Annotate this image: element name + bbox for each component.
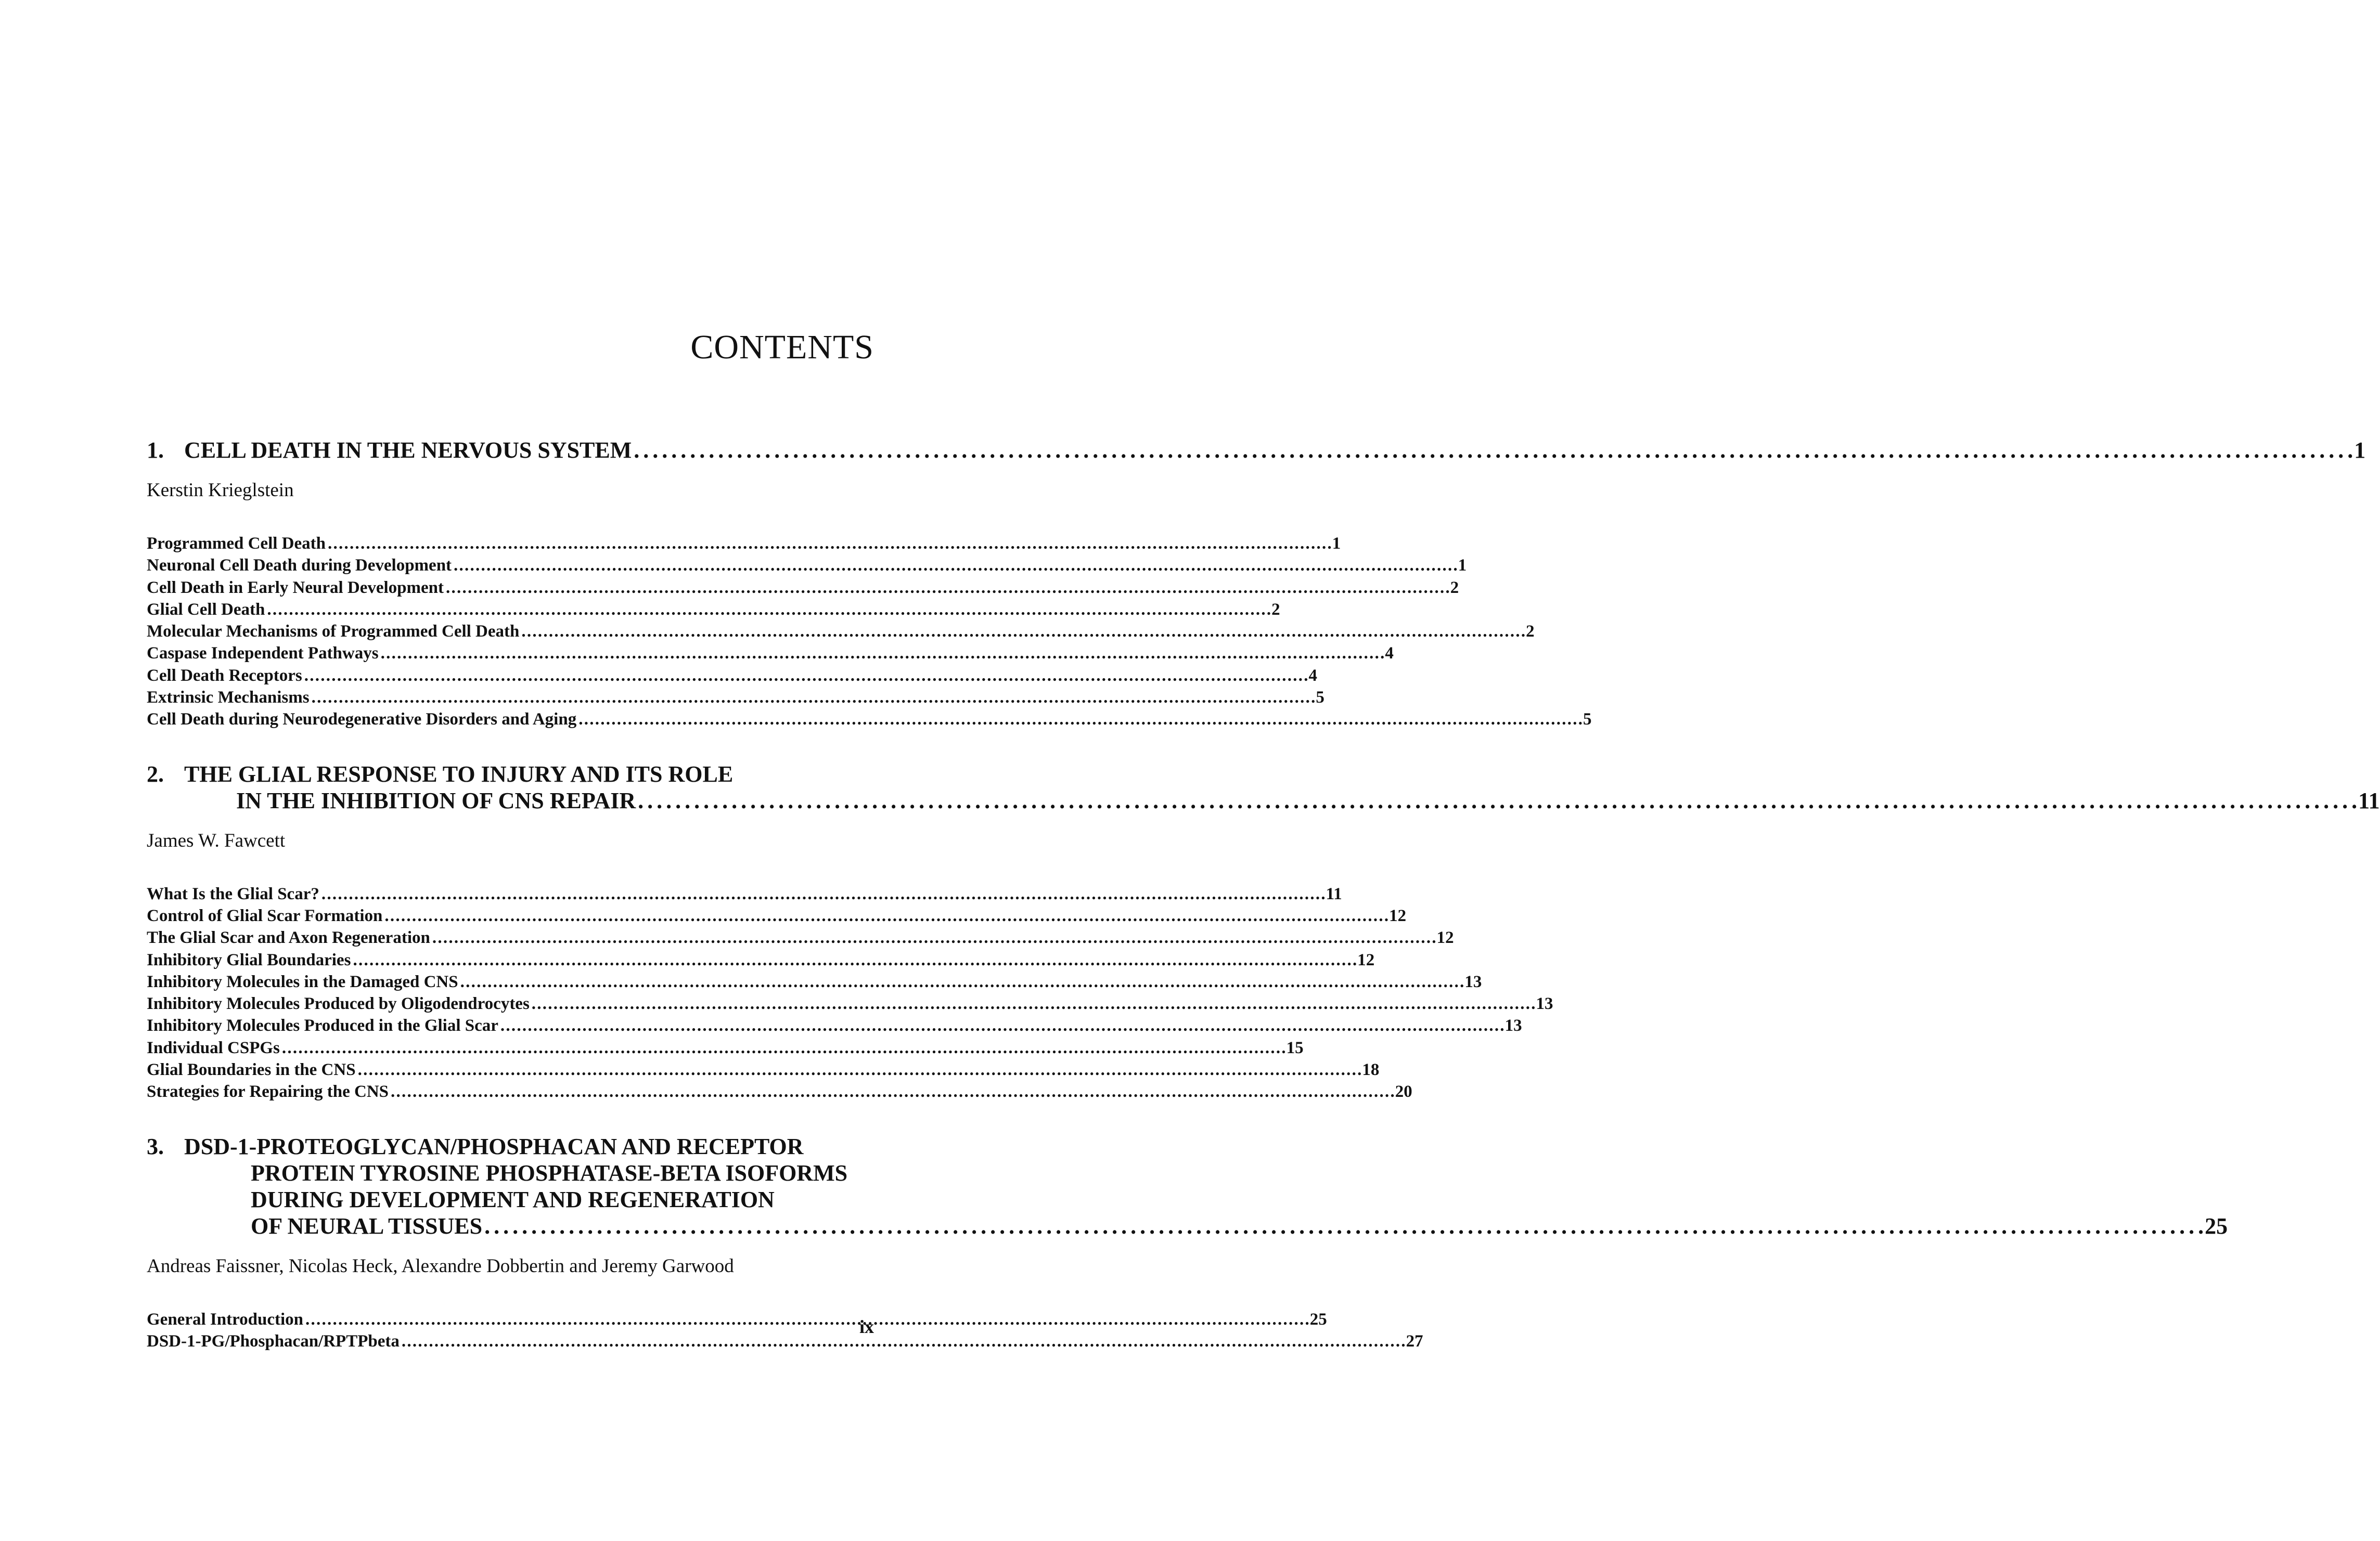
dot-leader xyxy=(634,437,2352,463)
section-page-number: 15 xyxy=(1286,1038,1304,1057)
section-title: Strategies for Repairing the CNS xyxy=(147,1082,389,1102)
section-page-number: 1 xyxy=(1332,534,1341,553)
section-title: Cell Death in Early Neural Development xyxy=(147,578,444,597)
section-title: Inhibitory Molecules Produced in the Glial Scar xyxy=(147,1016,498,1035)
section-entry[interactable] xyxy=(147,1059,1380,1081)
table-of-contents xyxy=(147,437,2380,1352)
dot-leader xyxy=(305,1309,1308,1330)
section-entry[interactable] xyxy=(147,927,1454,949)
section-title: Inhibitory Molecules Produced by Oligodendrocytes xyxy=(147,994,530,1014)
section-title: Molecular Mechanisms of Programmed Cell Death xyxy=(147,622,520,641)
page-folio: ix xyxy=(859,1316,874,1337)
section-page-number: 2 xyxy=(1526,622,1535,641)
section-list xyxy=(147,533,1592,731)
section-title: Extrinsic Mechanisms xyxy=(147,688,310,707)
dot-leader xyxy=(484,1213,2203,1239)
chapter-title-line: THE GLIAL RESPONSE TO INJURY AND ITS ROLE xyxy=(184,761,734,787)
chapter-heading[interactable] xyxy=(147,437,2366,463)
section-entry[interactable] xyxy=(147,665,1317,687)
section-title: DSD-1-PG/Phosphacan/RPTPbeta xyxy=(147,1331,400,1351)
section-entry[interactable] xyxy=(147,642,1394,664)
chapter-heading[interactable] xyxy=(147,1133,2228,1239)
chapter-number: 1. xyxy=(147,437,164,463)
section-title: Inhibitory Glial Boundaries xyxy=(147,950,351,969)
chapter-title xyxy=(173,1133,2228,1239)
chapter-page-number: 11 xyxy=(2358,787,2380,813)
section-page-number: 20 xyxy=(1395,1082,1412,1102)
chapter-number: 3. xyxy=(147,1133,164,1159)
section-entry[interactable] xyxy=(147,883,1342,905)
section-entry[interactable] xyxy=(147,1330,1423,1352)
dot-leader xyxy=(384,905,1387,927)
dot-leader xyxy=(304,665,1307,687)
section-page-number: 13 xyxy=(1504,1016,1522,1035)
dot-leader xyxy=(532,993,1534,1015)
section-page-number: 2 xyxy=(1450,578,1459,597)
section-title: Glial Cell Death xyxy=(147,600,265,619)
section-entry[interactable] xyxy=(147,1309,1327,1330)
chapter-authors: Andreas Faissner, Nicolas Heck, Alexandre Dobbertin and Jeremy Garwood xyxy=(147,1255,734,1277)
section-entry[interactable] xyxy=(147,905,1407,927)
chapter-title-text: IN THE INHIBITION OF CNS REPAIR xyxy=(236,787,636,813)
section-title: Control of Glial Scar Formation xyxy=(147,906,383,925)
section-page-number: 13 xyxy=(1536,994,1553,1014)
chapter-page-number: 25 xyxy=(2205,1213,2228,1239)
chapter-3 xyxy=(147,1133,2228,1353)
section-page-number: 5 xyxy=(1583,710,1592,729)
section-title: Individual CSPGs xyxy=(147,1038,280,1057)
section-title: Cell Death during Neurodegenerative Disorders and Aging xyxy=(147,710,577,729)
chapter-title xyxy=(173,761,2380,814)
section-title: The Glial Scar and Axon Regeneration xyxy=(147,928,430,948)
page-title: CONTENTS xyxy=(690,328,874,366)
chapter-title xyxy=(173,437,2365,463)
section-title: What Is the Glial Scar? xyxy=(147,884,319,903)
section-title: Inhibitory Molecules in the Damaged CNS xyxy=(147,972,458,991)
dot-leader xyxy=(446,577,1448,599)
section-page-number: 12 xyxy=(1389,906,1407,925)
section-list xyxy=(147,883,1553,1103)
section-page-number: 4 xyxy=(1308,666,1317,685)
section-title: Cell Death Receptors xyxy=(147,666,302,685)
chapter-number: 2. xyxy=(147,761,164,787)
chapter-authors: James W. Fawcett xyxy=(147,830,286,851)
section-title: Programmed Cell Death xyxy=(147,534,326,553)
section-entry[interactable] xyxy=(147,687,1324,708)
section-page-number: 13 xyxy=(1464,972,1482,991)
section-entry[interactable] xyxy=(147,708,1592,730)
chapter-heading[interactable] xyxy=(147,761,2380,814)
section-page-number: 27 xyxy=(1406,1331,1423,1351)
section-entry[interactable] xyxy=(147,554,1467,576)
section-page-number: 11 xyxy=(1326,884,1342,903)
section-entry[interactable] xyxy=(147,949,1375,971)
dot-leader xyxy=(353,949,1355,971)
dot-leader xyxy=(328,533,1330,554)
dot-leader xyxy=(454,554,1456,576)
dot-leader xyxy=(460,971,1463,993)
section-title: Neuronal Cell Death during Development xyxy=(147,556,452,575)
dot-leader xyxy=(638,787,2356,814)
chapter-2 xyxy=(147,761,2380,1103)
section-title: Glial Boundaries in the CNS xyxy=(147,1060,356,1080)
dot-leader xyxy=(321,883,1324,905)
section-title: General Introduction xyxy=(147,1310,303,1329)
section-entry[interactable] xyxy=(147,971,1482,993)
chapter-title-line: DURING DEVELOPMENT AND REGENERATION xyxy=(251,1186,775,1212)
section-entry[interactable] xyxy=(147,1081,1412,1103)
section-page-number: 12 xyxy=(1357,950,1375,969)
dot-leader xyxy=(432,927,1435,949)
chapter-title-text: OF NEURAL TISSUES xyxy=(251,1213,483,1239)
dot-leader xyxy=(391,1081,1393,1103)
chapter-page-number: 1 xyxy=(2354,437,2366,463)
chapter-title-line xyxy=(173,1213,2228,1239)
dot-leader xyxy=(381,642,1383,664)
section-entry[interactable] xyxy=(147,993,1553,1015)
dot-leader xyxy=(312,687,1314,708)
section-page-number: 4 xyxy=(1385,644,1394,663)
section-page-number: 5 xyxy=(1316,688,1324,707)
section-page-number: 18 xyxy=(1362,1060,1380,1080)
section-entry[interactable] xyxy=(147,599,1280,620)
dot-leader xyxy=(402,1330,1404,1352)
dot-leader xyxy=(267,599,1269,620)
section-page-number: 12 xyxy=(1436,928,1454,948)
section-entry[interactable] xyxy=(147,533,1341,554)
chapter-title-line xyxy=(173,787,2380,814)
dot-leader xyxy=(578,708,1581,730)
dot-leader xyxy=(500,1015,1503,1037)
chapter-title-line: PROTEIN TYROSINE PHOSPHATASE-BETA ISOFORMS xyxy=(251,1160,848,1186)
chapter-title-line: DSD-1-PROTEOGLYCAN/PHOSPHACAN AND RECEPTOR xyxy=(184,1133,804,1159)
chapter-title-text: CELL DEATH IN THE NERVOUS SYSTEM xyxy=(184,437,632,463)
dot-leader xyxy=(282,1037,1284,1059)
chapter-authors: Kerstin Krieglstein xyxy=(147,480,294,501)
section-page-number: 25 xyxy=(1309,1310,1327,1329)
chapter-1 xyxy=(147,437,2366,731)
section-entry[interactable] xyxy=(147,620,1535,642)
section-entry[interactable] xyxy=(147,1015,1522,1037)
section-entry[interactable] xyxy=(147,577,1459,599)
chapter-title-line xyxy=(173,437,2365,463)
section-page-number: 2 xyxy=(1271,600,1280,619)
section-entry[interactable] xyxy=(147,1037,1304,1059)
section-title: Caspase Independent Pathways xyxy=(147,644,379,663)
section-page-number: 1 xyxy=(1458,556,1467,575)
dot-leader xyxy=(358,1059,1360,1081)
section-list xyxy=(147,1309,1423,1353)
dot-leader xyxy=(521,620,1524,642)
